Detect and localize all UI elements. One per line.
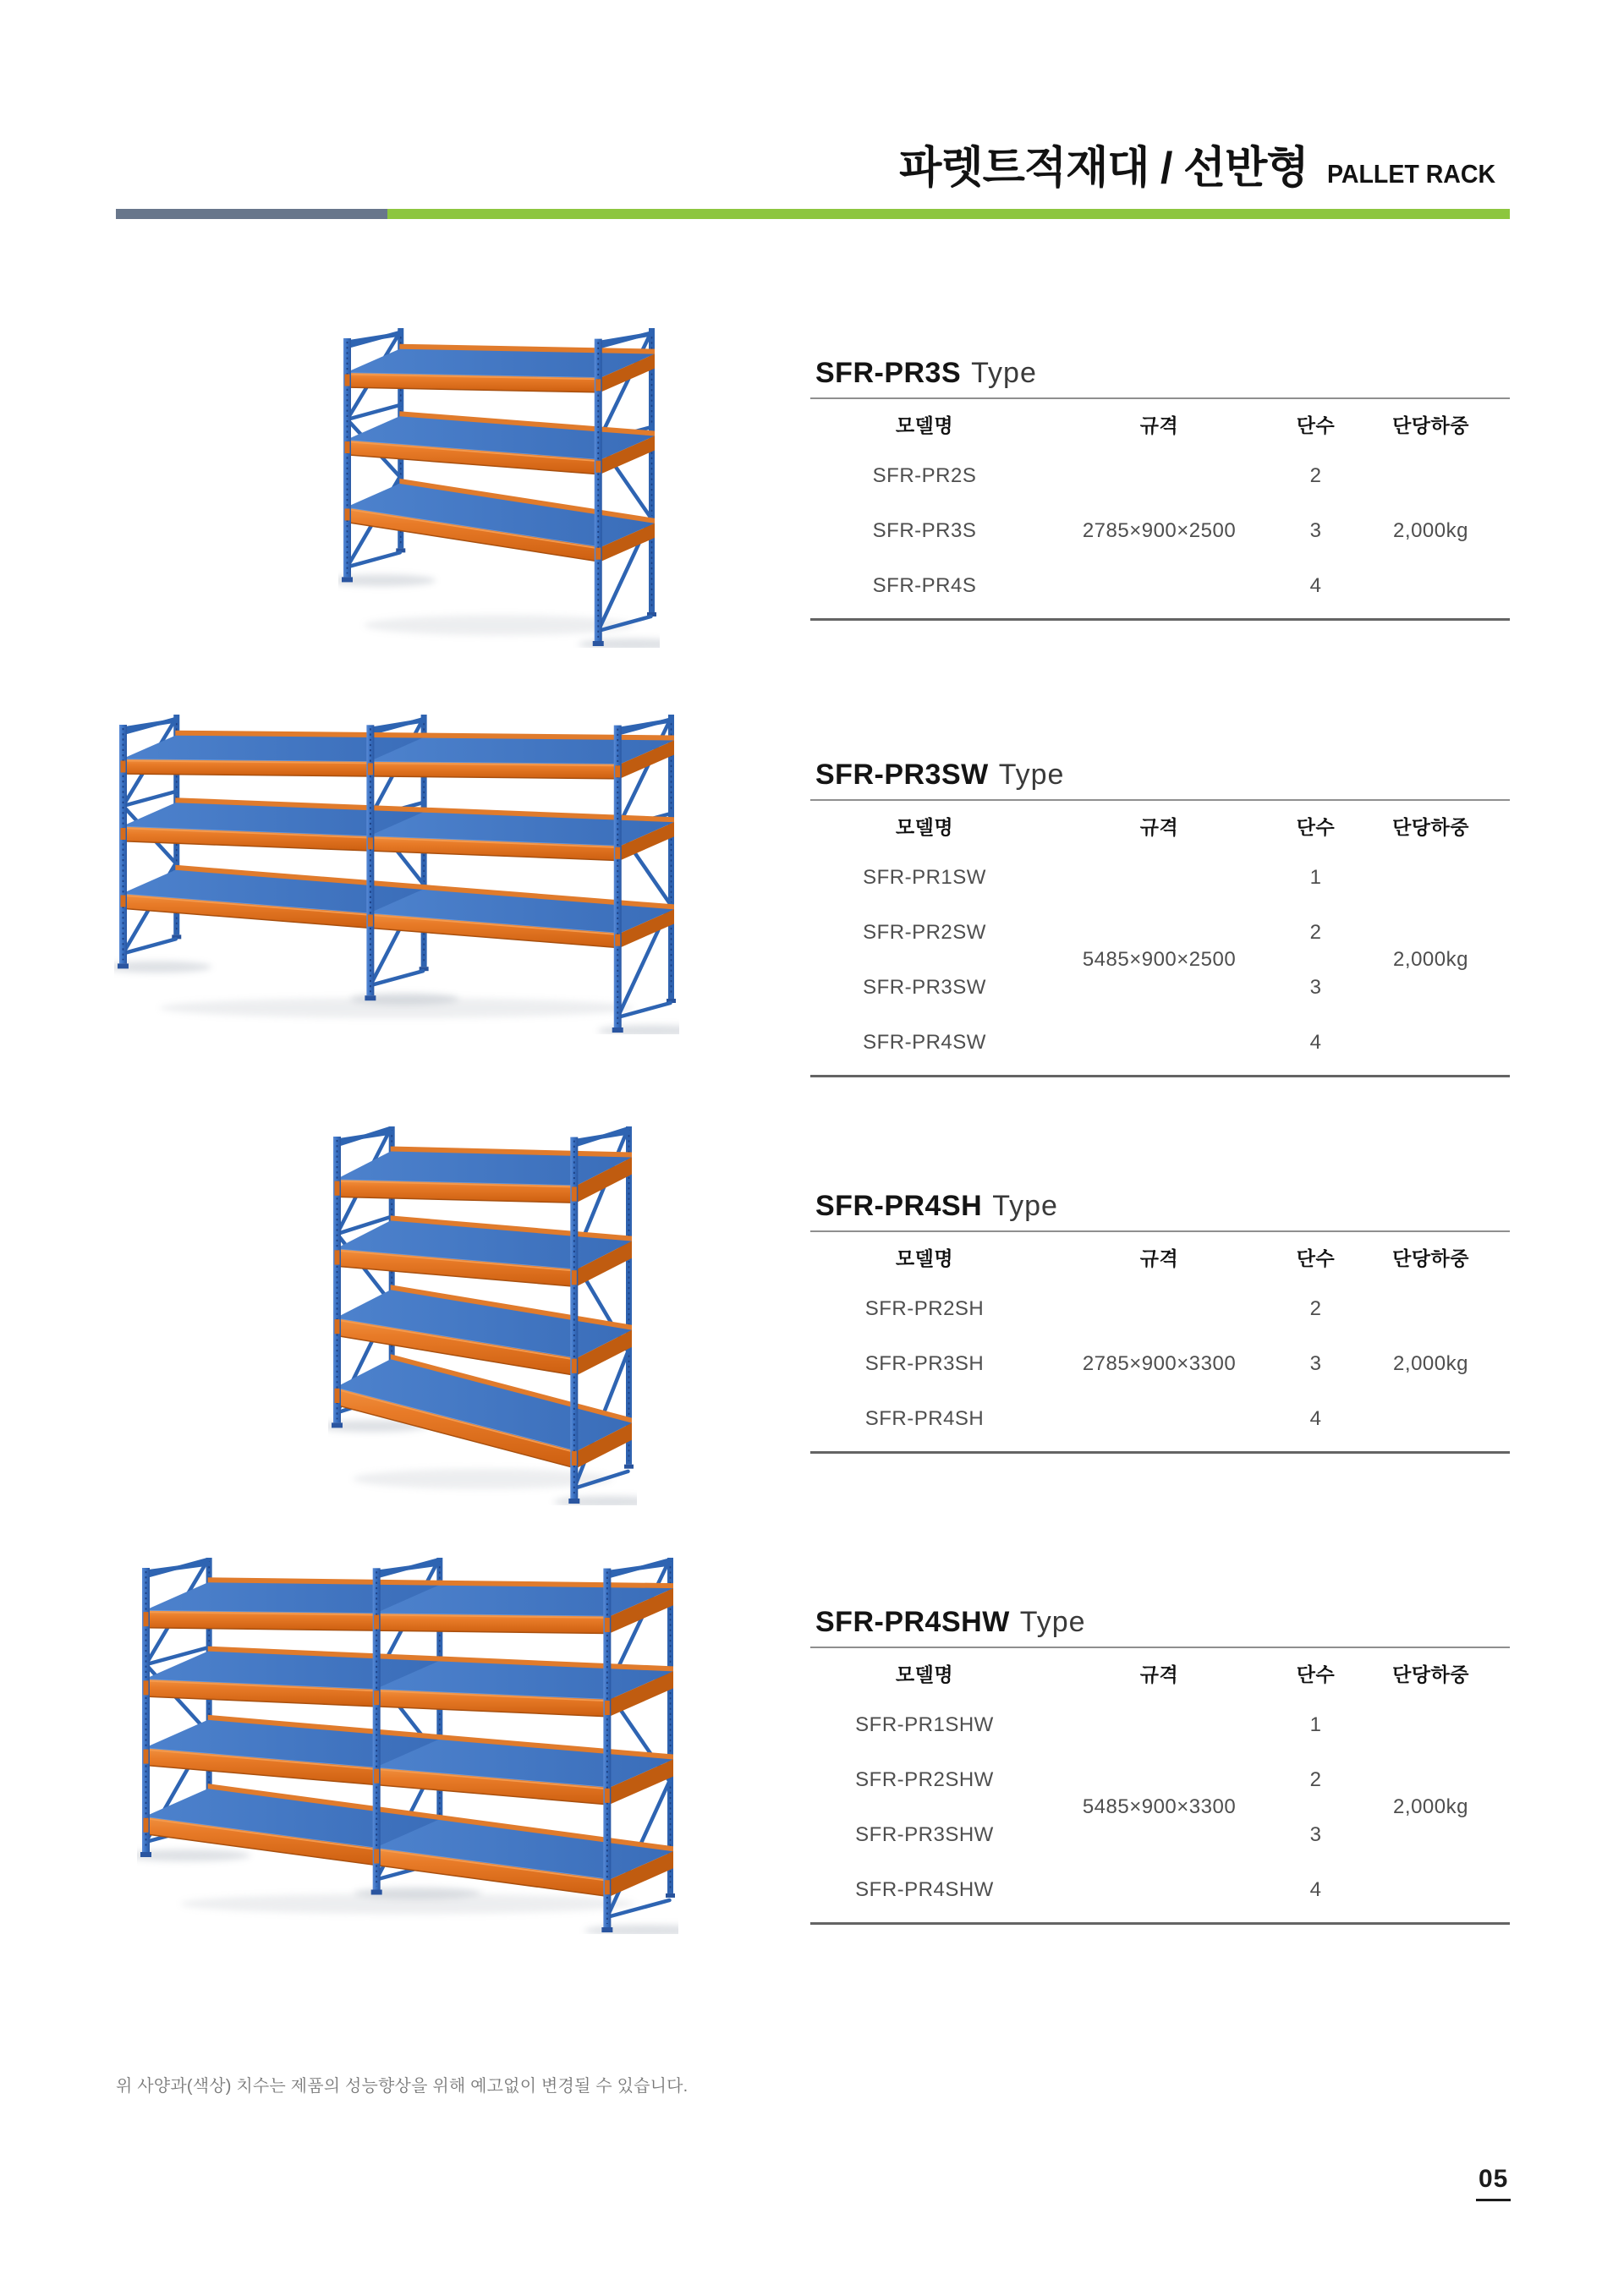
section-title <box>815 1188 1510 1224</box>
column-header: 모델명 <box>895 414 954 436</box>
column-header: 규격 <box>1139 815 1179 838</box>
spec-table <box>810 1230 1510 1454</box>
column-header: 규격 <box>1139 1663 1179 1685</box>
footer-note: 위 사양과(색상) 치수는 제품의 성능향상을 위해 예고없이 변경될 수 있습니다. <box>116 2077 689 2096</box>
column-header: 단당하중 <box>1392 1247 1469 1269</box>
model-cell: SFR-PR2SW <box>863 920 986 944</box>
column-header: 단수 <box>1296 414 1336 436</box>
load-cell: 2,000kg <box>1393 1795 1468 1818</box>
model-cell: SFR-PR1SW <box>863 865 986 889</box>
rack-image-sfr-pr4shw <box>137 1558 678 1934</box>
tier-count-cell: 4 <box>1309 1406 1322 1430</box>
rack-image-sfr-pr3s <box>338 328 660 648</box>
section-type-label: Type <box>992 1190 1058 1222</box>
model-cell: SFR-PR4SHW <box>855 1877 994 1901</box>
load-cell: 2,000kg <box>1393 1351 1468 1375</box>
column-header: 규격 <box>1139 414 1179 436</box>
tier-count-cell: 2 <box>1309 1767 1322 1791</box>
section-model-name: SFR-PR3SW <box>815 759 989 791</box>
model-cell: SFR-PR3SH <box>864 1351 985 1375</box>
spec-table <box>810 397 1510 621</box>
model-cell: SFR-PR4SH <box>864 1406 985 1430</box>
tier-count-cell: 3 <box>1309 518 1322 542</box>
column-header: 단당하중 <box>1392 414 1469 436</box>
rack-image-sfr-pr3sw <box>114 715 679 1034</box>
model-cell: SFR-PR3S <box>872 518 977 542</box>
spec-cell: 2785×900×3300 <box>1082 1351 1237 1375</box>
section-type-label: Type <box>998 759 1065 791</box>
tier-count-cell: 4 <box>1309 1877 1322 1901</box>
column-header: 단수 <box>1296 815 1336 838</box>
page-title-english: PALLET RACK <box>1326 159 1495 189</box>
page-header <box>899 132 1510 195</box>
table-header-row <box>810 1232 1510 1281</box>
tier-count-cell: 4 <box>1309 1030 1322 1054</box>
model-cell: SFR-PR2SHW <box>855 1767 994 1791</box>
tier-count-cell: 2 <box>1309 920 1322 944</box>
load-cell: 2,000kg <box>1393 518 1468 542</box>
tier-count-cell: 3 <box>1309 975 1322 999</box>
spec-table <box>810 799 1510 1077</box>
column-header: 단수 <box>1296 1663 1336 1685</box>
section-title <box>815 757 1510 792</box>
section-type-label: Type <box>971 357 1037 389</box>
column-header: 단수 <box>1296 1247 1336 1269</box>
column-header: 모델명 <box>895 1247 954 1269</box>
tier-count-cell: 1 <box>1309 865 1322 889</box>
model-cell: SFR-PR3SW <box>863 975 986 999</box>
model-cell: SFR-PR1SHW <box>855 1712 994 1736</box>
page-number: 05 <box>1476 2165 1511 2201</box>
model-cell: SFR-PR2SH <box>864 1296 985 1320</box>
rack-image-sfr-pr4sh <box>328 1126 637 1505</box>
section-model-name: SFR-PR4SH <box>815 1190 983 1222</box>
tier-count-cell: 2 <box>1309 1296 1322 1320</box>
spec-cell: 5485×900×3300 <box>1082 1795 1237 1818</box>
section-model-name: SFR-PR4SHW <box>815 1606 1010 1638</box>
table-header-row <box>810 801 1510 850</box>
column-header: 모델명 <box>895 815 954 838</box>
column-header: 모델명 <box>895 1663 954 1685</box>
page-title-korean: 파렛트적재대 / 선반형 <box>899 144 1309 193</box>
table-body <box>810 850 1510 1075</box>
load-cell: 2,000kg <box>1393 948 1468 971</box>
tier-count-cell: 4 <box>1309 573 1322 597</box>
spec-cell: 2785×900×2500 <box>1082 518 1237 542</box>
divider-bar-green <box>387 209 1510 219</box>
column-header: 단당하중 <box>1392 1663 1469 1685</box>
model-cell: SFR-PR2S <box>872 463 977 487</box>
column-header: 규격 <box>1139 1247 1179 1269</box>
tier-count-cell: 3 <box>1309 1351 1322 1375</box>
section-title <box>815 355 1510 391</box>
model-cell: SFR-PR4S <box>872 573 977 597</box>
tier-count-cell: 1 <box>1309 1712 1322 1736</box>
divider-bar-gray <box>116 209 387 219</box>
table-body <box>810 448 1510 618</box>
section-title <box>815 1604 1510 1640</box>
section-model-name: SFR-PR3S <box>815 357 962 389</box>
table-header-row <box>810 399 1510 448</box>
model-cell: SFR-PR4SW <box>863 1030 986 1054</box>
column-header: 단당하중 <box>1392 815 1469 838</box>
model-cell: SFR-PR3SHW <box>855 1822 994 1846</box>
table-header-row <box>810 1648 1510 1697</box>
tier-count-cell: 2 <box>1309 463 1322 487</box>
spec-cell: 5485×900×2500 <box>1082 948 1237 971</box>
tier-count-cell: 3 <box>1309 1822 1322 1846</box>
spec-table <box>810 1647 1510 1925</box>
table-body <box>810 1281 1510 1451</box>
table-body <box>810 1697 1510 1922</box>
section-type-label: Type <box>1019 1606 1086 1638</box>
